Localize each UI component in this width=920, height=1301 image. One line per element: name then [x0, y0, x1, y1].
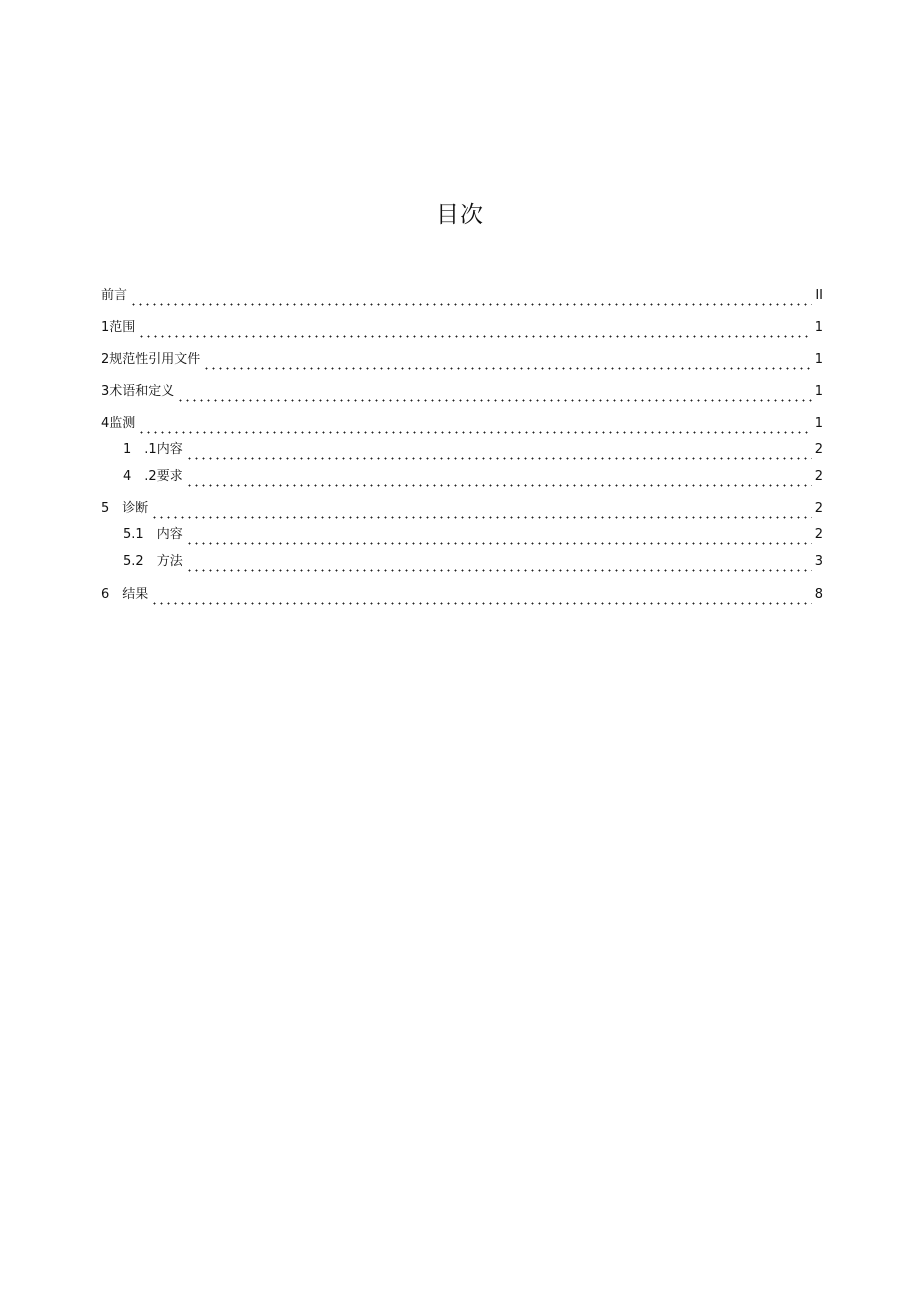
toc-entry-number: 5	[101, 501, 123, 516]
toc-entry-monitoring-requirements[interactable]	[123, 467, 823, 487]
toc-entry-preface[interactable]	[101, 286, 823, 306]
toc-entry-page: 2	[814, 469, 823, 484]
toc-entry-label: 结果	[122, 587, 149, 602]
toc-entry-number: 5.1	[123, 527, 157, 542]
toc-entry-label: 要求	[156, 469, 183, 484]
dot-leader	[130, 297, 812, 306]
toc-entry-page: 2	[814, 527, 823, 542]
toc-entry-label: 内容	[156, 527, 183, 542]
toc-entry-label: 术语和定义	[109, 384, 175, 399]
toc-entry-label: 规范性引用文件	[109, 352, 201, 367]
toc-entry-page: II	[815, 288, 823, 303]
toc-entry-scope[interactable]	[101, 318, 823, 338]
toc-entry-page: 1	[814, 384, 823, 399]
dot-leader	[138, 329, 811, 338]
toc-entry-diagnosis-content[interactable]	[123, 525, 823, 545]
dot-leader	[177, 393, 811, 402]
toc-entry-page: 2	[814, 442, 823, 457]
toc-entry-number: 5.2	[123, 554, 157, 569]
page-title: 目次	[436, 202, 484, 228]
toc-entry-monitoring-content[interactable]	[123, 440, 823, 460]
dot-leader	[186, 563, 812, 572]
toc-entry-number: 6	[101, 587, 123, 602]
toc-entry-label: 范围	[109, 320, 136, 335]
toc-entry-number: 4 .2	[123, 469, 157, 484]
toc-entry-label: 内容	[156, 442, 183, 457]
toc-entry-page: 1	[814, 352, 823, 367]
toc-entry-number: 1	[101, 320, 110, 335]
toc-entry-number: 3	[101, 384, 110, 399]
toc-entry-results[interactable]	[101, 585, 823, 605]
toc-entry-monitoring[interactable]	[101, 414, 823, 434]
dot-leader	[186, 478, 812, 487]
toc-entry-page: 1	[814, 416, 823, 431]
toc-entry-number: 2	[101, 352, 110, 367]
toc-entry-page: 2	[814, 501, 823, 516]
dot-leader	[138, 425, 811, 434]
toc-entry-diagnosis[interactable]	[101, 499, 823, 519]
toc-entry-diagnosis-method[interactable]	[123, 552, 823, 572]
dot-leader	[186, 451, 812, 460]
toc-entry-number: 4	[101, 416, 110, 431]
toc-entry-page: 3	[814, 554, 823, 569]
toc-entry-label: 方法	[156, 554, 183, 569]
toc-entry-page: 8	[814, 587, 823, 602]
toc-entry-number: 1 .1	[123, 442, 157, 457]
toc-entry-label: 前言	[101, 288, 128, 303]
dot-leader	[203, 361, 811, 370]
toc-entry-terms[interactable]	[101, 382, 823, 402]
dot-leader	[151, 596, 811, 605]
dot-leader	[186, 536, 812, 545]
toc-entry-label: 诊断	[122, 501, 149, 516]
dot-leader	[151, 510, 811, 519]
toc-entry-page: 1	[814, 320, 823, 335]
toc-entry-normative-references[interactable]	[101, 350, 823, 370]
toc-entry-label: 监测	[109, 416, 136, 431]
